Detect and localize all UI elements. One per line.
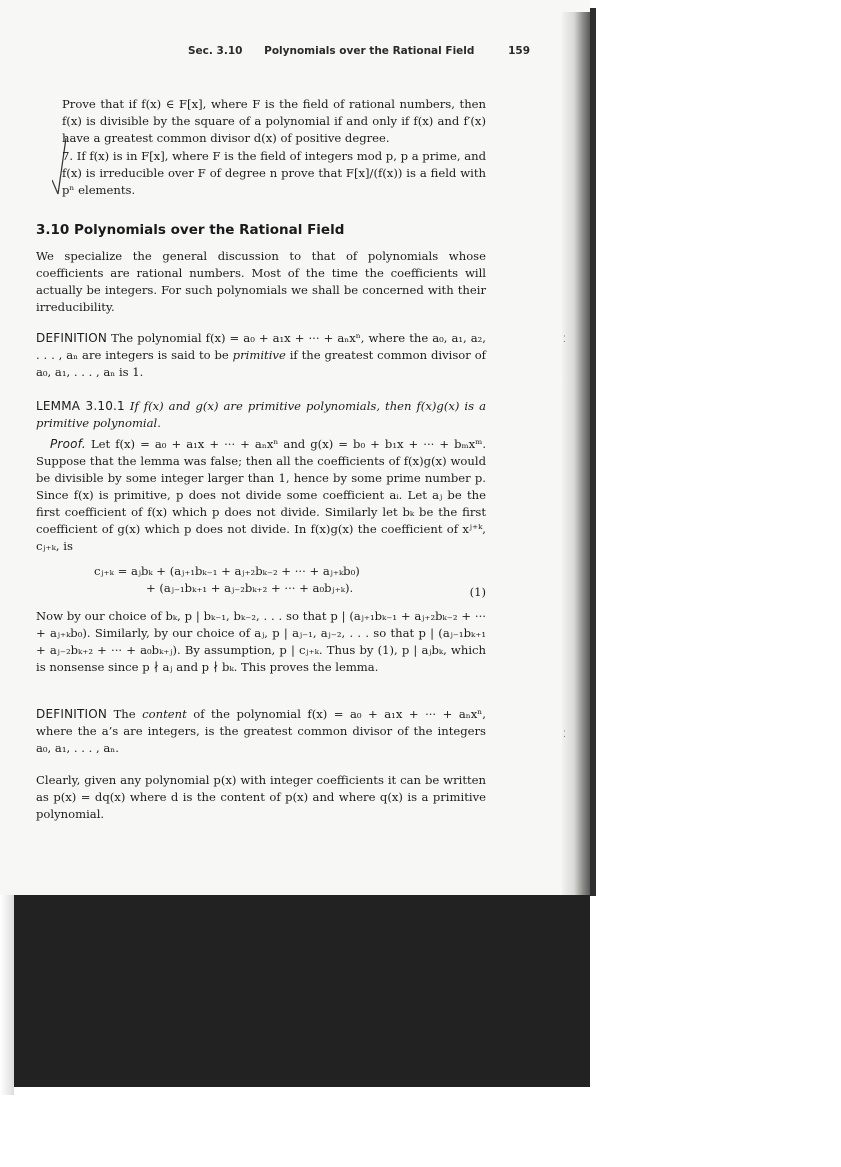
definition-label: DEFINITION bbox=[36, 331, 108, 345]
definition2-text-b: of the polynomial f(x) = a₀ + a₁x + ··· + aₙxⁿ, where the a’s are integers, is the greatest common divisor of the integers a₀, a₁, . . . , aₙ. bbox=[36, 707, 486, 755]
closing-paragraph: Clearly, given any polynomial p(x) with integer coefficients it can be written as p(x) = dq(x) where d is the content of p(x) and where q(x) is a primitive polynomial. bbox=[36, 773, 486, 821]
exercise-7-text: If f(x) is in F[x], where F is the field of integers mod p, p a prime, and f(x) is irreducible over F of degree n prove that F[x]/(f(x)) is a field with pⁿ elements. bbox=[62, 149, 487, 197]
header-title: Polynomials over the Rational Field bbox=[264, 45, 475, 57]
book-spine-shadow bbox=[562, 12, 592, 896]
definition2-label: DEFINITION bbox=[36, 707, 108, 721]
scan-left-strip bbox=[0, 895, 14, 1095]
margin-speck: ⁚ bbox=[563, 730, 566, 740]
page-number: 159 bbox=[508, 45, 530, 57]
running-header bbox=[0, 45, 530, 57]
section-intro: We specialize the general discussion to that of polynomials whose coefficients are rational numbers. Most of the time the coefficients will actually be integers. For such polynomials we shall be concerned with their irreducibility. bbox=[36, 249, 486, 314]
proof-text: Let f(x) = a₀ + a₁x + ··· + aₙxⁿ and g(x) = b₀ + b₁x + ··· + bₘxᵐ. Suppose that the lemma was false; then all the coefficients of f(x)g(x) would be divisible by some integer larger than 1, hence by some prime number p. Since f(x) is primitive, p does not divide some coefficient aᵢ. Let aⱼ be the first coefficient of f(x) which p does not divide. Similarly let bₖ be the first coefficient of g(x) which p does not divide. In f(x)g(x) the coefficient of xʲ⁺ᵏ, cⱼ₊ₖ, is bbox=[36, 437, 487, 553]
definition2-term: content bbox=[142, 707, 187, 721]
equation-number: (1) bbox=[469, 585, 486, 599]
margin-speck: ⁚ bbox=[563, 335, 566, 345]
definition-text-a: The polynomial f(x) = a₀ + a₁x + ··· + aₙxⁿ, where the a₀, a₁, a₂, . . . , aₙ are integers is said to be bbox=[36, 331, 486, 362]
proof-continuation: Now by our choice of bₖ, p | bₖ₋₁, bₖ₋₂, . . . so that p | (aⱼ₊₁bₖ₋₁ + aⱼ₊₂bₖ₋₂ + ··· + aⱼ₊ₖb₀). Similarly, by our choice of aⱼ, p | aⱼ₋₁, aⱼ₋₂, . . . so that p | (aⱼ₋₁bₖ₊₁ + aⱼ₋₂bₖ₊₂ + ··· + a₀bₖ₊ⱼ). By assumption, p | cⱼ₊ₖ. Thus by (1), p | aⱼbₖ, which is nonsense since p ∤ aⱼ and p ∤ bₖ. This proves the lemma. bbox=[36, 609, 486, 674]
lemma-label: LEMMA 3.10.1 bbox=[36, 399, 125, 413]
lemma-3-10-1 bbox=[36, 398, 486, 432]
equation-line-2-text: + (aⱼ₋₁bₖ₊₁ + aⱼ₋₂bₖ₊₂ + ··· + a₀bⱼ₊ₖ). bbox=[146, 581, 354, 595]
proof-label: Proof. bbox=[50, 437, 86, 451]
lemma-statement: If f(x) and g(x) are primitive polynomials, then f(x)g(x) is a primitive polynomial. bbox=[36, 399, 486, 430]
header-section: Sec. 3.10 bbox=[188, 45, 243, 57]
exercise-7-number: 7. bbox=[62, 149, 74, 163]
equation-line-2 bbox=[36, 580, 488, 597]
book-spine-edge bbox=[590, 8, 596, 896]
exercise-6: Prove that if f(x) ∈ F[x], where F is the field of rational numbers, then f(x) is divisible by the square of a polynomial if and only if f(x) and f′(x) have a greatest common divisor d(x) of positive degree. bbox=[62, 97, 486, 145]
definition-primitive bbox=[36, 330, 486, 381]
section-heading: 3.10 Polynomials over the Rational Field bbox=[36, 222, 345, 238]
definition2-text-a: The bbox=[113, 707, 143, 721]
exercise-7 bbox=[62, 148, 486, 199]
definition-content bbox=[36, 706, 486, 757]
definition-text-b: if the greatest common divisor of a₀, a₁, . . . , aₙ is 1. bbox=[36, 348, 486, 379]
scan-dark-area bbox=[14, 895, 590, 1087]
equation-line-1: cⱼ₊ₖ = aⱼbₖ + (aⱼ₊₁bₖ₋₁ + aⱼ₊₂bₖ₋₂ + ··· + aⱼ₊ₖb₀) bbox=[94, 564, 360, 578]
definition-term: primitive bbox=[232, 348, 286, 362]
proof-paragraph bbox=[36, 436, 486, 555]
equation-1 bbox=[36, 563, 488, 597]
